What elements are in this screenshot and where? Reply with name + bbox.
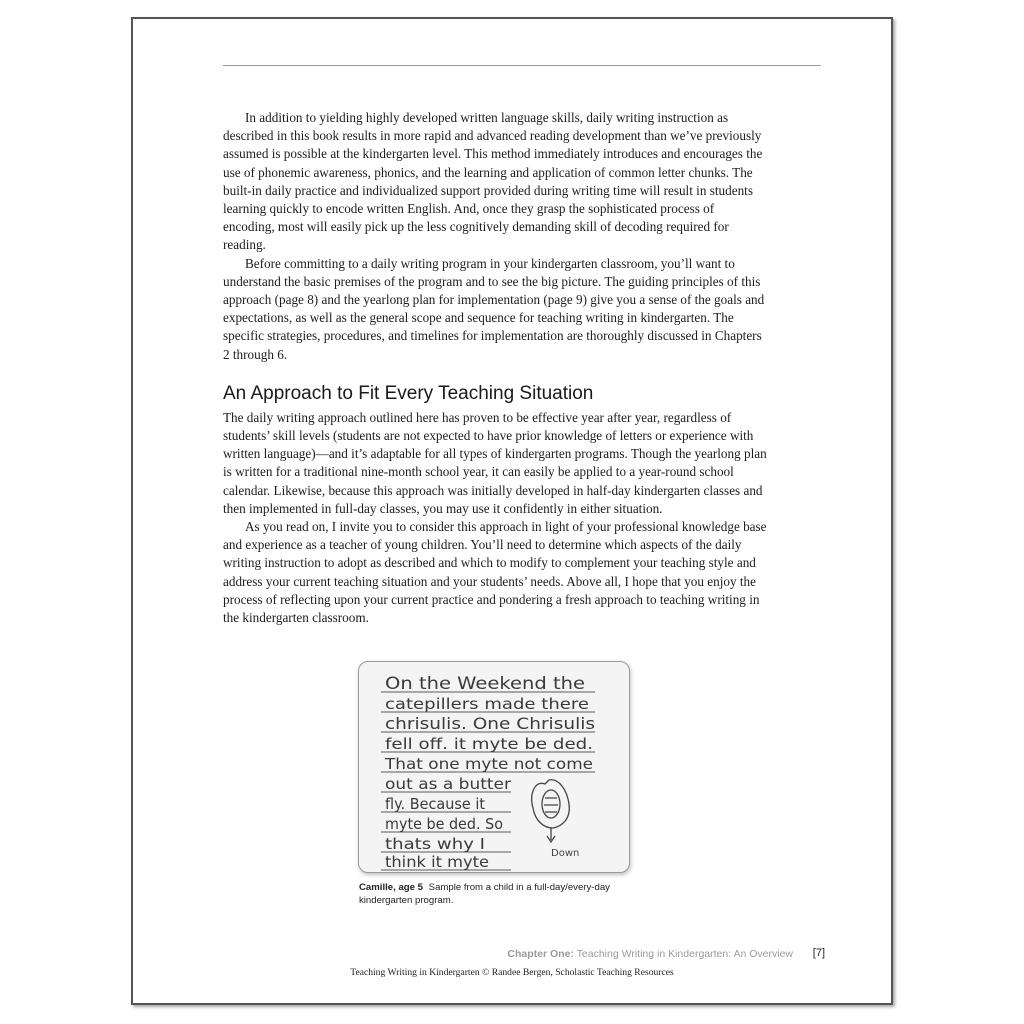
chrysalis-drawing <box>532 780 570 842</box>
paragraph-section-1: The daily writing approach outlined here has proven to be effective year after year, regardless of students’ skill levels (students are not expected to have prior knowledge of letters or experience with written language)—and it’s adaptable for all types of kindergarten programs. Though the yearlong plan is written for a traditional nine-month school year, it can easily be applied to a year-round school calendar. Likewise, because this approach was initially developed in half-day kindergarten classes and then implemented in full-day classes, you may use it confidently in either situation. <box>223 409 767 516</box>
chapter-label: Chapter One: <box>507 948 574 960</box>
handwriting-line: catepillers made there <box>385 695 589 713</box>
chapter-title: Teaching Writing in Kindergarten: An Overview <box>576 948 793 960</box>
handwriting-line: think it myte <box>385 853 489 871</box>
handwriting-line: thats why I <box>385 835 485 853</box>
paragraph-intro-1: In addition to yielding highly developed written language skills, daily writing instruction as described in this book results in more rapid and advanced reading development than we’ve previously assumed is possible at the kindergarten level. This method immediately introduces and encourages the use of phonemic awareness, phonics, and the learning and application of common letter chunks. The built-in daily practice and individualized support provided during writing time will result in students learning quickly to encode written English. And, once they grasp the sophisticated process of encoding, most will easily pick up the less cognitively demanding skill of decoding required for reading. <box>223 110 763 253</box>
paragraph-intro-2: Before committing to a daily writing program in your kindergarten classroom, you’ll want to understand the basic premises of the program and to see the big picture. The guiding principles of this approach (page 8) and the yearlong plan for implementation (page 9) give you a sense of the goals and expectations, as well as the general scope and sequence for teaching writing in kindergarten. The specific strategies, procedures, and timelines for implementation are thoroughly discussed in Chapters 2 through 6. <box>223 255 765 362</box>
handwriting-line: chrisulis. One Chrisulis <box>385 714 595 733</box>
copyright-notice: Teaching Writing in Kindergarten © Randee Bergen, Scholastic Teaching Resources <box>350 967 674 978</box>
body-text <box>223 109 768 627</box>
handwriting-line: fell off. it myte be ded. <box>385 735 593 753</box>
section-heading: An Approach to Fit Every Teaching Situation <box>223 382 594 404</box>
caption-label: Camille, age 5 <box>359 882 423 893</box>
drawing-label: Down <box>551 848 580 859</box>
header-rule <box>223 65 821 66</box>
running-footer <box>507 948 793 960</box>
document-page <box>131 17 893 1005</box>
writing-sample-svg <box>359 662 629 872</box>
handwriting-line: On the Weekend the <box>385 674 585 694</box>
handwriting <box>384 674 595 871</box>
handwriting-line: out as a butter <box>385 775 512 793</box>
figure-caption <box>359 881 649 907</box>
handwriting-line: That one myte not come <box>383 755 593 773</box>
writing-sample-image <box>358 661 630 873</box>
handwriting-line: myte be ded. So <box>385 815 503 833</box>
caption-text: Sample from a child in a full-day/every-day kindergarten program. <box>359 882 610 906</box>
paragraph-section-2: As you read on, I invite you to consider this approach in light of your professional knowledge base and experience as a teacher of young children. You’ll need to determine which aspects of the daily writing instruction to adopt as described and which to modify to complement your teaching style and address your current teaching situation and your students’ needs. Above all, I hope that you enjoy the process of reflecting upon your current practice and pondering a fresh approach to teaching writing in the kindergarten classroom. <box>223 519 767 626</box>
handwriting-line: fly. Because it <box>385 795 486 813</box>
page-number: [7] <box>812 947 825 959</box>
